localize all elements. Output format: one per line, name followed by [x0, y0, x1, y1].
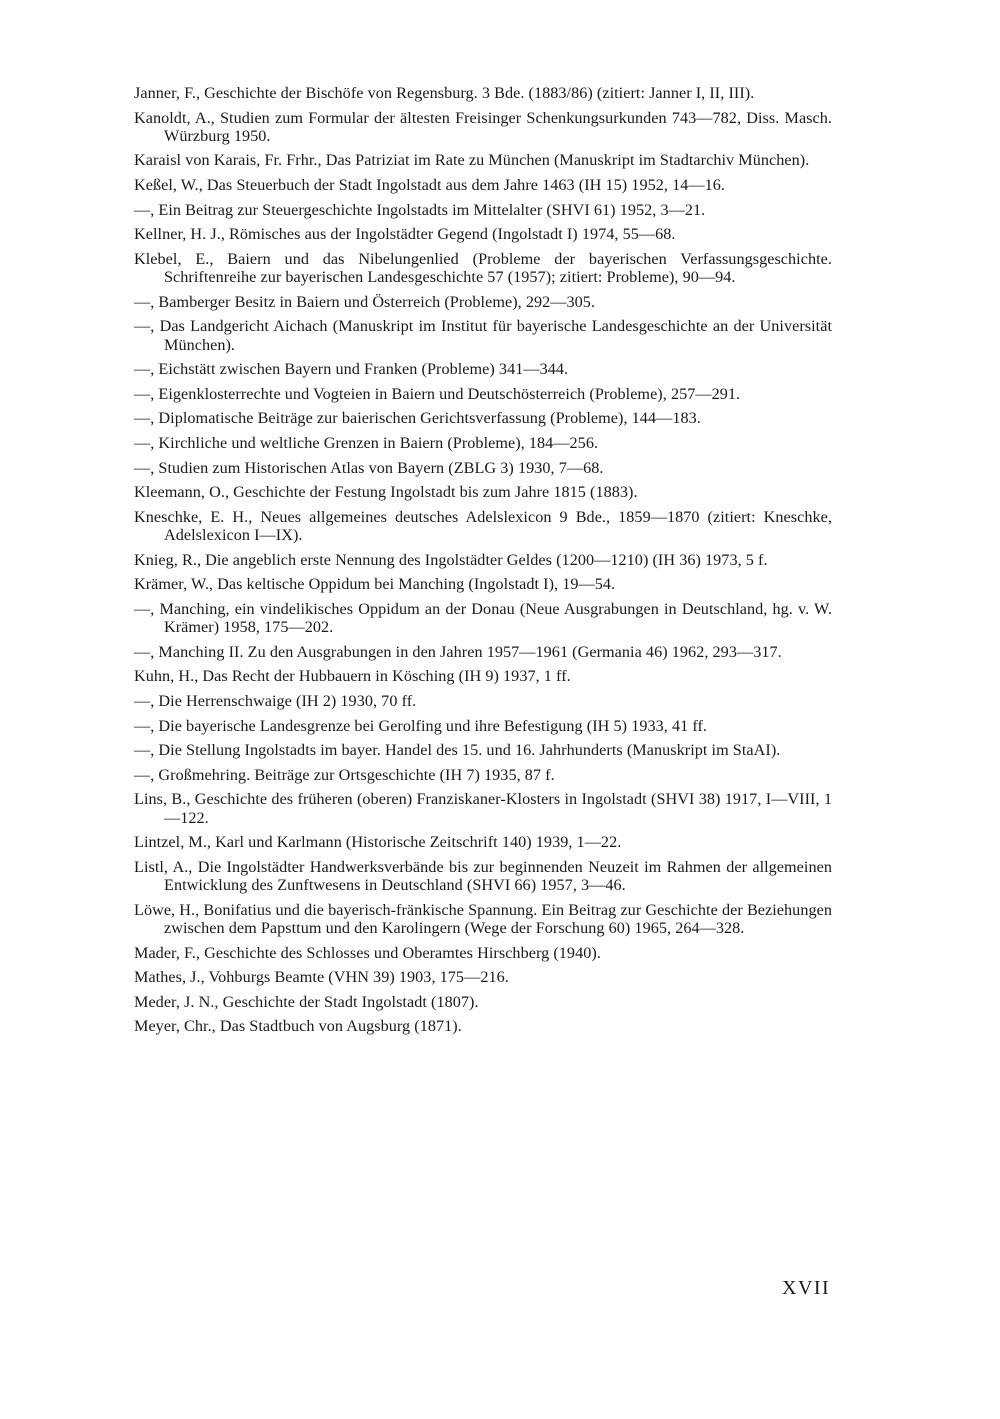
bibliography-entry: Lins, B., Geschichte des früheren (oberen) Franziskaner-Klosters in Ingolstadt (SHVI 38) 1917, I—VIII, 1—122.: [134, 790, 832, 827]
bibliography-entry: —, Die Herrenschwaige (IH 2) 1930, 70 ff.: [134, 691, 417, 710]
bibliography-entry: —, Manching, ein vindelikisches Oppidum an der Donau (Neue Ausgrabungen in Deutschland, hg. v. W. Krämer) 1958, 175—202.: [134, 599, 832, 637]
bibliography-entry: Kellner, H. J., Römisches aus der Ingolstädter Gegend (Ingolstadt I) 1974, 55—68.: [134, 225, 676, 244]
bibliography-entry: —, Eichstätt zwischen Bayern und Franken (Probleme) 341—344.: [134, 360, 569, 379]
bibliography-entry: Meyer, Chr., Das Stadtbuch von Augsburg (1871).: [134, 1017, 462, 1036]
bibliography-entry: —, Die bayerische Landesgrenze bei Gerolfing und ihre Befestigung (IH 5) 1933, 41 ff.: [134, 716, 708, 735]
page-number: XVII: [782, 1277, 831, 1299]
bibliography-entry: Mathes, J., Vohburgs Beamte (VHN 39) 1903, 175—216.: [134, 968, 509, 987]
bibliography-entry: —, Die Stellung Ingolstadts im bayer. Handel des 15. und 16. Jahrhunderts (Manuskript im StaAI).: [134, 741, 781, 760]
bibliography-entry: —, Kirchliche und weltliche Grenzen in Baiern (Probleme), 184—256.: [134, 434, 599, 453]
bibliography-entry: Löwe, H., Bonifatius und die bayerisch-fränkische Spannung. Ein Beitrag zur Geschichte der Beziehungen zwischen dem Papsttum und den Karolingern (Wege der Forschung 60) 1965, 264—328.: [134, 900, 832, 937]
bibliography-entry: —, Manching II. Zu den Ausgrabungen in den Jahren 1957—1961 (Germania 46) 1962, 293—317.: [134, 642, 782, 661]
bibliography-entry: Klebel, E., Baiern und das Nibelungenlied (Probleme der bayerischen Verfassungsgeschichte. Schriftenreihe zur bayerischen Landesgeschichte 57 (1957); zitiert: Probleme), 90—94.: [134, 249, 832, 287]
bibliography-entry: —, Ein Beitrag zur Steuergeschichte Ingolstadts im Mittelalter (SHVI 61) 1952, 3—21.: [134, 200, 706, 219]
bibliography-entry: —, Eigenklosterrechte und Vogteien in Baiern und Deutschösterreich (Probleme), 257—291.: [134, 384, 741, 403]
bibliography-entry: Meder, J. N., Geschichte der Stadt Ingolstadt (1807).: [134, 992, 479, 1011]
bibliography-entry: —, Das Landgericht Aichach (Manuskript im Institut für bayerische Landesgeschichte an der Universität München).: [134, 317, 832, 354]
bibliography-entry: —, Großmehring. Beiträge zur Ortsgeschichte (IH 7) 1935, 87 f.: [134, 765, 555, 784]
bibliography-entry: Lintzel, M., Karl und Karlmann (Historische Zeitschrift 140) 1939, 1—22.: [134, 833, 622, 852]
bibliography-entry: —, Bamberger Besitz in Baiern und Österreich (Probleme), 292—305.: [134, 292, 596, 311]
bibliography-entry: —, Studien zum Historischen Atlas von Bayern (ZBLG 3) 1930, 7—68.: [134, 458, 604, 477]
bibliography-entry: Listl, A., Die Ingolstädter Handwerksverbände bis zur beginnenden Neuzeit im Rahmen der allgemeinen Entwicklung des Zunftwesens in Deutschland (SHVI 66) 1957, 3—46.: [134, 857, 832, 895]
bibliography-entry: Karaisl von Karais, Fr. Frhr., Das Patriziat im Rate zu München (Manuskript im Stadtarchiv München).: [134, 151, 810, 170]
bibliography-entry: Kanoldt, A., Studien zum Formular der ältesten Freisinger Schenkungsurkunden 743—782, Diss. Masch. Würzburg 1950.: [134, 108, 832, 145]
bibliography-entry: Mader, F., Geschichte des Schlosses und Oberamtes Hirschberg (1940).: [134, 943, 601, 962]
bibliography-entry: Janner, F., Geschichte der Bischöfe von Regensburg. 3 Bde. (1883/86) (zitiert: Janner I, II, III).: [134, 84, 755, 102]
bibliography-entry: Keßel, W., Das Steuerbuch der Stadt Ingolstadt aus dem Jahre 1463 (IH 15) 1952, 14—16.: [134, 176, 725, 195]
bibliography-entry: —, Diplomatische Beiträge zur baierischen Gerichtsverfassung (Probleme), 144—183.: [134, 409, 701, 428]
bibliography-entry: Kleemann, O., Geschichte der Festung Ingolstadt bis zum Jahre 1815 (1883).: [134, 483, 638, 502]
bibliography-entry: Knieg, R., Die angeblich erste Nennung des Ingolstädter Geldes (1200—1210) (IH 36) 1973, 5 f.: [134, 550, 768, 569]
bibliography-entry: Kuhn, H., Das Recht der Hubbauern in Kösching (IH 9) 1937, 1 ff.: [134, 667, 571, 686]
bibliography-entry: Kneschke, E. H., Neues allgemeines deutsches Adelslexicon 9 Bde., 1859—1870 (zitiert: Kneschke, Adelslexicon I—IX).: [134, 507, 832, 545]
bibliography-list: [134, 84, 832, 1042]
bibliography-entry: Krämer, W., Das keltische Oppidum bei Manching (Ingolstadt I), 19—54.: [134, 575, 616, 594]
